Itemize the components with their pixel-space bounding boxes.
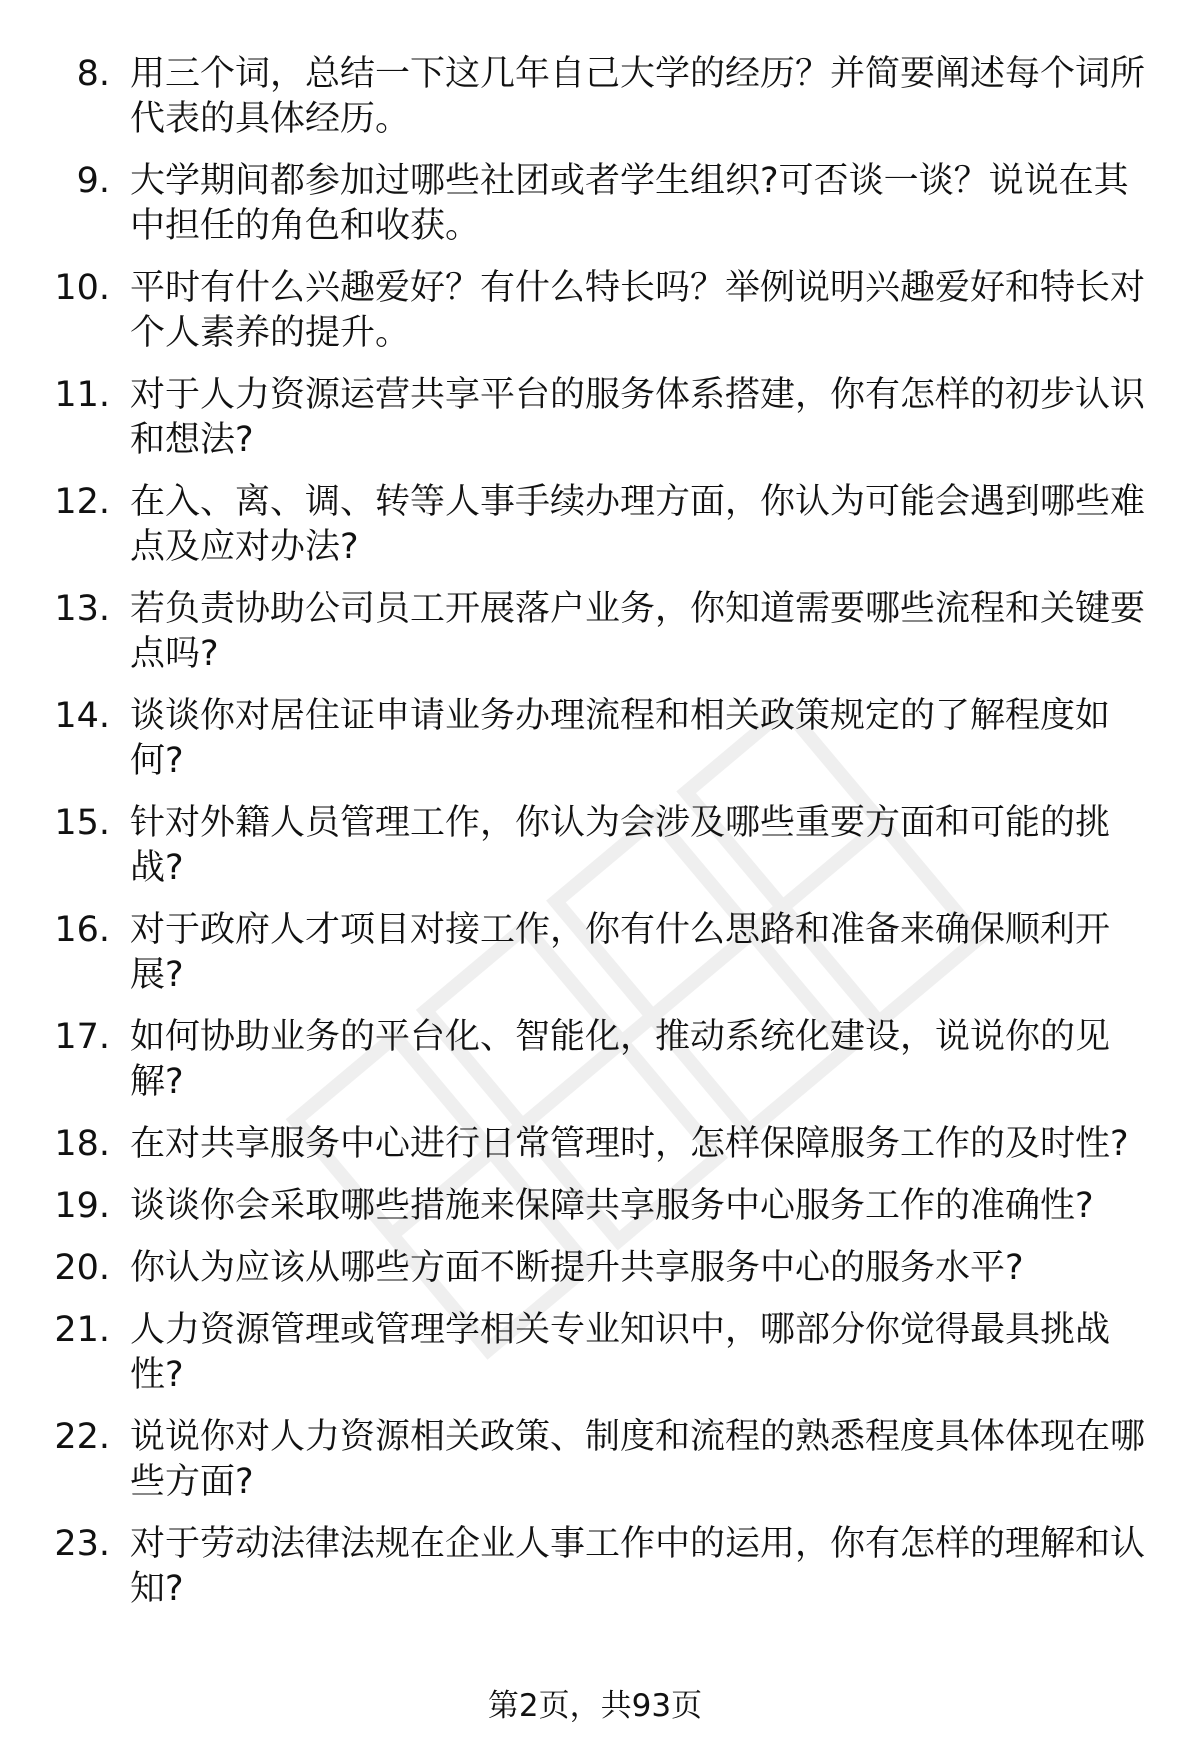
question-item	[0, 1308, 1190, 1398]
question-number: 23.	[54, 1524, 110, 1564]
question-text: 谈谈你会采取哪些措施来保障共享服务中心服务工作的准确性?	[130, 1186, 1094, 1226]
question-item	[0, 1415, 1190, 1505]
question-text: 在对共享服务中心进行日常管理时，怎样保障服务工作的及时性?	[130, 1124, 1129, 1164]
question-number: 17.	[54, 1017, 110, 1057]
question-text: 用三个词，总结一下这几年自己大学的经历？并简要阐述每个词所代表的具体经历。	[130, 54, 1146, 139]
question-text: 平时有什么兴趣爱好？有什么特长吗？举例说明兴趣爱好和特长对个人素养的提升。	[130, 268, 1146, 353]
question-list	[0, 52, 1190, 1629]
question-item	[0, 1122, 1190, 1167]
question-text: 在入、离、调、转等人事手续办理方面，你认为可能会遇到哪些难点及应对办法?	[130, 482, 1146, 567]
question-item	[0, 1246, 1190, 1291]
question-number: 21.	[54, 1310, 110, 1350]
question-number: 9.	[76, 161, 110, 201]
question-text: 大学期间都参加过哪些社团或者学生组织?可否谈一谈？说说在其中担任的角色和收获。	[130, 161, 1129, 246]
question-text: 说说你对人力资源相关政策、制度和流程的熟悉程度具体体现在哪些方面?	[130, 1417, 1146, 1502]
question-item	[0, 266, 1190, 356]
question-number: 13.	[54, 589, 110, 629]
question-number: 10.	[54, 268, 110, 308]
page-number: 第2页，共93页	[487, 1688, 703, 1724]
question-item	[0, 480, 1190, 570]
question-text: 你认为应该从哪些方面不断提升共享服务中心的服务水平?	[130, 1248, 1024, 1288]
question-number: 14.	[54, 696, 110, 736]
question-text: 如何协助业务的平台化、智能化，推动系统化建设，说说你的见解?	[130, 1017, 1111, 1102]
question-item	[0, 908, 1190, 998]
question-number: 16.	[54, 910, 110, 950]
question-item	[0, 587, 1190, 677]
question-item	[0, 373, 1190, 463]
question-text: 针对外籍人员管理工作，你认为会涉及哪些重要方面和可能的挑战?	[130, 803, 1111, 888]
question-item	[0, 801, 1190, 891]
question-item	[0, 159, 1190, 249]
question-number: 11.	[54, 375, 110, 415]
question-number: 15.	[54, 803, 110, 843]
question-number: 18.	[54, 1124, 110, 1164]
question-number: 19.	[54, 1186, 110, 1226]
question-number: 12.	[54, 482, 110, 522]
question-item	[0, 52, 1190, 142]
question-text: 人力资源管理或管理学相关专业知识中，哪部分你觉得最具挑战性?	[130, 1310, 1111, 1395]
question-number: 8.	[76, 54, 110, 94]
question-text: 对于政府人才项目对接工作，你有什么思路和准备来确保顺利开展?	[130, 910, 1111, 995]
question-text: 对于人力资源运营共享平台的服务体系搭建，你有怎样的初步认识和想法?	[130, 375, 1146, 460]
question-item	[0, 1184, 1190, 1229]
question-item	[0, 1522, 1190, 1612]
question-text: 谈谈你对居住证申请业务办理流程和相关政策规定的了解程度如何?	[130, 696, 1111, 781]
question-number: 22.	[54, 1417, 110, 1457]
question-text: 对于劳动法律法规在企业人事工作中的运用，你有怎样的理解和认知?	[130, 1524, 1146, 1609]
question-item	[0, 694, 1190, 784]
question-item	[0, 1015, 1190, 1105]
question-text: 若负责协助公司员工开展落户业务，你知道需要哪些流程和关键要点吗?	[130, 589, 1146, 674]
question-number: 20.	[54, 1248, 110, 1288]
